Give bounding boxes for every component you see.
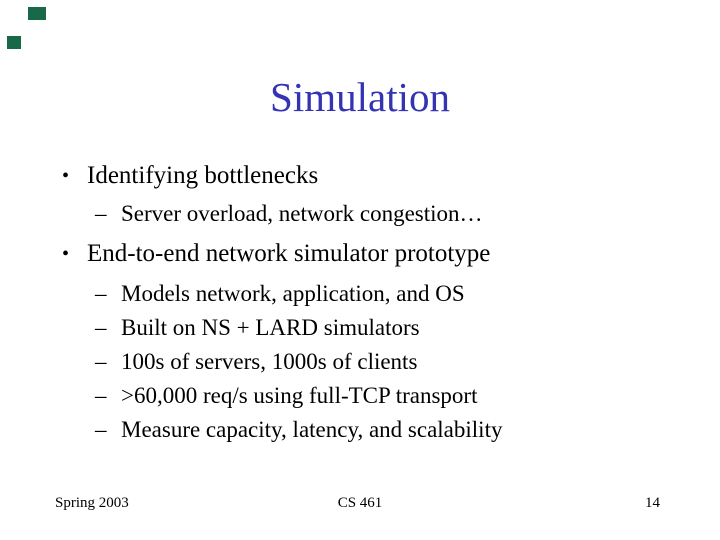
sub-bullet-text: Models network, application, and OS <box>121 281 465 306</box>
sub-bullet-text: Built on NS + LARD simulators <box>121 315 420 340</box>
dash-icon: – <box>95 281 107 306</box>
bullet-item <box>0 238 720 270</box>
bullet-icon: • <box>62 243 70 265</box>
sub-bullet-item <box>0 313 720 343</box>
slide-title: Simulation <box>270 74 450 120</box>
sub-bullet-item <box>0 415 720 445</box>
sub-bullet-item <box>0 279 720 309</box>
dash-icon: – <box>95 201 107 226</box>
sub-bullet-text: Server overload, network congestion… <box>121 201 483 226</box>
sub-bullet-text: 100s of servers, 1000s of clients <box>121 349 418 374</box>
bullet-text: Identifying bottlenecks <box>87 162 319 189</box>
footer-semester: Spring 2003 <box>55 495 129 511</box>
footer-page-number: 14 <box>645 495 660 511</box>
dash-icon: – <box>95 383 107 408</box>
sub-bullet-text: Measure capacity, latency, and scalability <box>121 417 503 442</box>
sub-bullet-item <box>0 347 720 377</box>
sub-bullet-item <box>0 381 720 411</box>
sub-bullet-item <box>0 199 720 229</box>
template-accent-rectangle-bottom <box>7 36 21 49</box>
dash-icon: – <box>95 349 107 374</box>
bullet-text: End-to-end network simulator prototype <box>87 240 491 267</box>
footer-course-number: CS 461 <box>337 495 383 511</box>
bullet-item <box>0 160 720 192</box>
dash-icon: – <box>95 417 107 442</box>
template-accent-rectangle-top <box>28 7 46 20</box>
bullet-icon: • <box>62 165 70 187</box>
dash-icon: – <box>95 315 107 340</box>
sub-bullet-text: >60,000 req/s using full-TCP transport <box>121 383 478 408</box>
